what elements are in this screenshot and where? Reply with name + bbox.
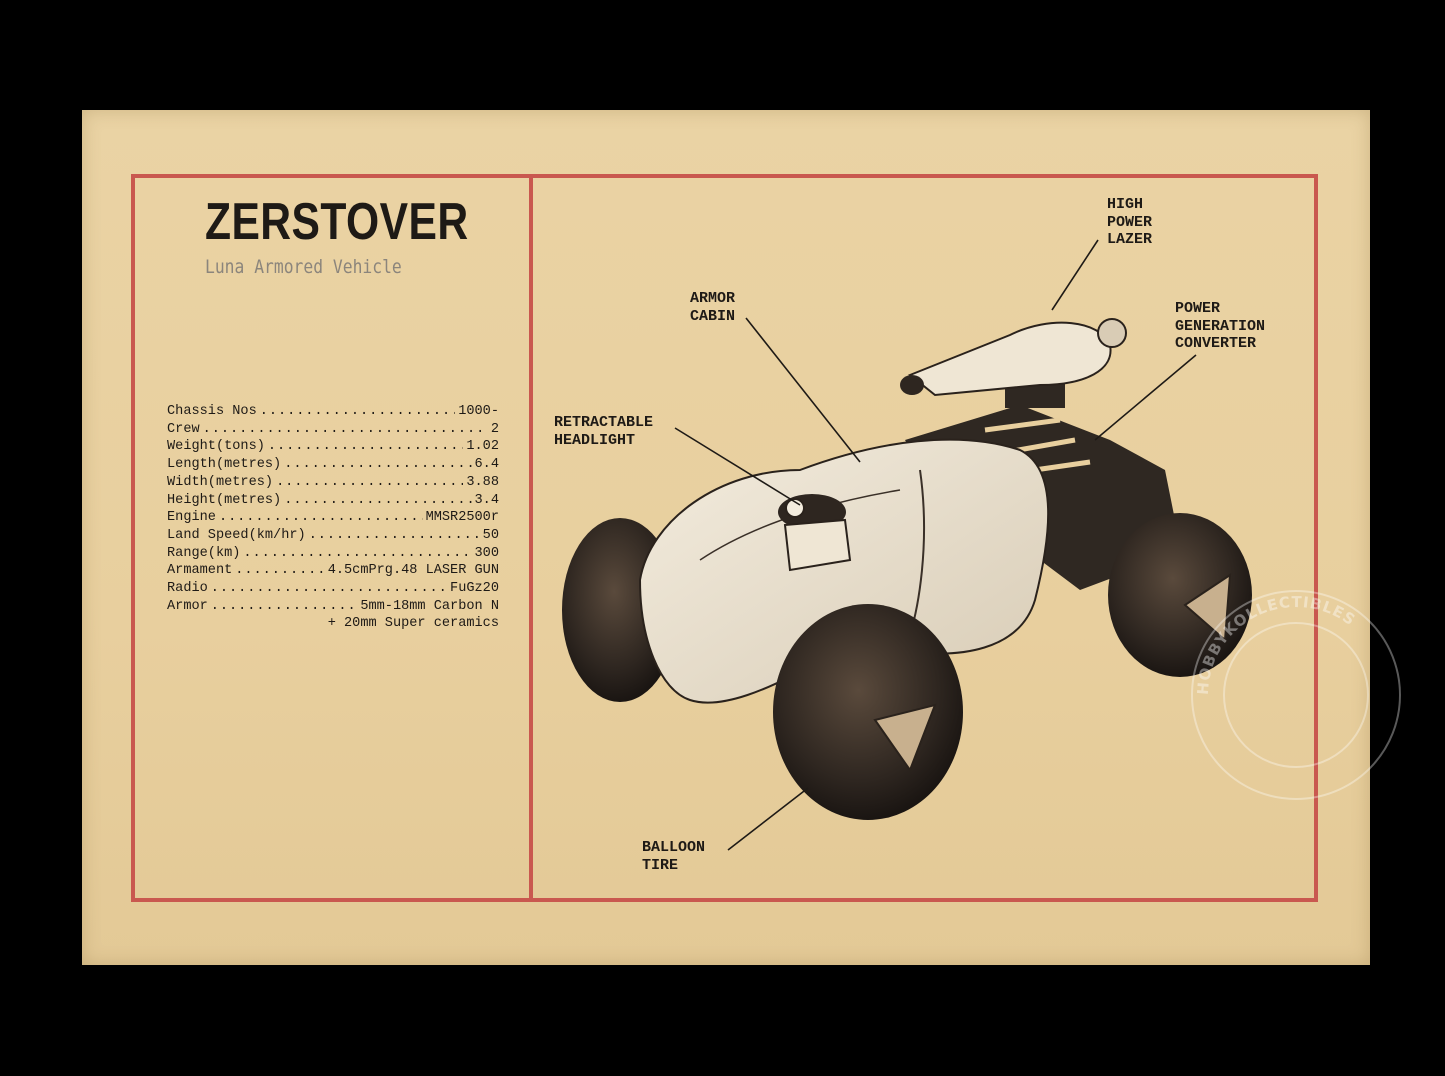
spec-row: Crew . . . 2 [167,421,499,439]
spec-row: Land Speed(km/hr) . . . 50 [167,527,499,545]
callout-power-generation-converter: POWER GENERATION CONVERTER [1175,300,1266,352]
spec-row: Engine . . . MMSR2500r [167,509,499,527]
callout-retractable-headlight: RETRACTABLE HEADLIGHT [554,414,654,449]
vehicle-title: ZERSTOVER [205,193,469,251]
spec-row: Armament . . . 4.5cmPrg.48 LASER GUN [167,562,499,580]
watermark-stamp [1186,585,1406,805]
callout-balloon-tire: BALLOON TIRE [642,839,706,874]
spec-continuation: + 20mm Super ceramics [327,616,499,632]
spec-row: Armor . . . 5mm-18mm Carbon N [167,598,499,616]
vehicle-subtitle: Luna Armored Vehicle [205,256,402,278]
front-left-tire [773,604,963,820]
callout-high-power-lazer: HIGH POWER LAZER [1107,196,1153,248]
high-power-lazer [900,319,1126,408]
spec-row: Weight(tons) . . . 1.02 [167,438,499,456]
spec-row: Chassis Nos . . . 1000- [167,403,499,421]
spec-row: Length(metres) . . . 6.4 [167,456,499,474]
spec-row: Width(metres) . . . 3.88 [167,474,499,492]
callout-armor-cabin: ARMOR CABIN [690,290,736,325]
spec-row: Radio . . . FuGz20 [167,580,499,598]
spec-row: Range(km) . . . 300 [167,545,499,563]
spec-row: Height(metres) . . . 3.4 [167,492,499,510]
svg-text:HOBBYKOLLECTIBLES: HOBBYKOLLECTIBLES [1193,592,1360,696]
